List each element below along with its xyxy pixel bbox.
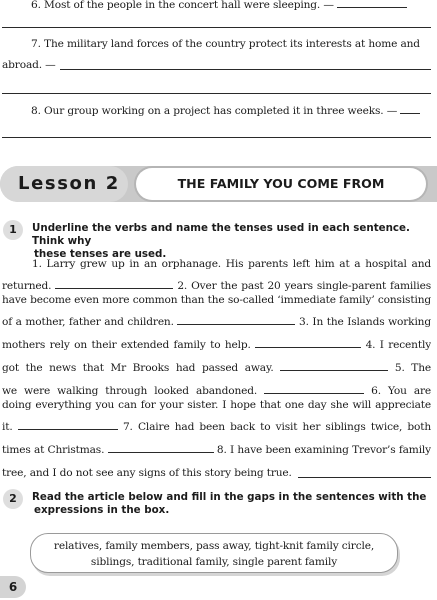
sentence-text: times at Christmas. [2, 444, 105, 456]
exercise-instruction [32, 491, 431, 517]
item-7-line2 [2, 57, 437, 73]
text-line [2, 292, 431, 308]
answer-blank[interactable] [55, 288, 173, 289]
answer-blank[interactable] [264, 393, 364, 394]
answer-blank[interactable] [337, 7, 407, 8]
lesson-banner [0, 166, 437, 206]
answer-blank[interactable] [18, 429, 118, 430]
instruction-line: these tenses are used. [34, 248, 167, 260]
instruction-line: Underline the verbs and name the tenses used in each sentence. Think why [32, 222, 410, 247]
page-number: 6 [0, 576, 26, 598]
lesson-title: THE FAMILY YOU COME FROM [177, 176, 385, 191]
sentence-text: 2. Over the past 20 years single-parent families [177, 280, 431, 292]
word-box-line: relatives, family members, pass away, tight-knit family circle, [53, 540, 375, 552]
sentence-text: have become even more common than the so-called ‘immediate family’ consisting [2, 294, 431, 306]
item-8-text: 8. Our group working on a project has completed it in three weeks. — [31, 105, 398, 117]
answer-line[interactable] [2, 137, 431, 138]
answer-blank[interactable] [400, 113, 420, 114]
sentence-text: 7. Claire had been back to visit her siblings twice, both [122, 421, 431, 433]
sentence-text: we were walking through looked abandoned. [2, 385, 258, 397]
exercise-number-badge: 2 [3, 489, 23, 509]
text-line [2, 337, 431, 353]
item-8 [31, 103, 437, 119]
sentence-text: doing everything you can for your sister. I hope that one day she will appreciate [2, 399, 431, 411]
instruction-line: Read the article below and fill in the gaps in the sentences with the [32, 491, 427, 503]
answer-line[interactable] [60, 69, 431, 70]
answer-blank[interactable] [280, 370, 388, 371]
answer-blank[interactable] [298, 477, 431, 478]
text-line [2, 314, 431, 330]
sentence-text: 8. I have been examining Trevor’s family [216, 444, 431, 456]
word-box-line: siblings, traditional family, single parent family [90, 556, 338, 568]
text-line [2, 360, 431, 376]
item-7-text: 7. The military land forces of the country protect its interests at home and [31, 38, 420, 50]
text-line [2, 419, 431, 435]
answer-blank[interactable] [255, 347, 361, 348]
sentence-text: mothers rely on their extended family to help. [2, 339, 251, 351]
text-line [2, 465, 431, 481]
sentence-text: got the news that Mr Brooks had passed away. [2, 362, 274, 374]
answer-line[interactable] [2, 27, 431, 28]
text-line [2, 397, 431, 413]
exercise-1-body [2, 256, 431, 516]
sentence-text: of a mother, father and children. [2, 316, 174, 328]
sentence-text: returned. [2, 280, 52, 292]
sentence-text: it. [2, 421, 13, 433]
item-7-text-cont: abroad. — [2, 59, 56, 71]
text-line [2, 442, 431, 458]
item-7-line1 [31, 36, 437, 52]
instruction-line: expressions in the box. [34, 504, 170, 516]
sentence-text: 5. The [394, 362, 431, 374]
text-line [32, 256, 431, 272]
word-box [30, 533, 398, 573]
sentence-text: 6. You are [371, 385, 431, 397]
answer-blank[interactable] [108, 452, 214, 453]
lesson-label: Lesson 2 [18, 173, 120, 194]
item-6-text: 6. Most of the people in the concert hall were sleeping. — [31, 0, 334, 11]
answer-blank[interactable] [177, 324, 295, 325]
sentence-text: tree, and I do not see any signs of this story being true. [2, 467, 292, 479]
exercise-number-badge: 1 [3, 220, 23, 240]
item-6 [31, 0, 437, 13]
sentence-text: 3. In the Islands working [299, 316, 431, 328]
answer-line[interactable] [2, 93, 431, 94]
sentence-text: 1. Larry grew up in an orphanage. His parents left him at a hospital and [32, 258, 431, 270]
sentence-text: 4. I recently [365, 339, 431, 351]
